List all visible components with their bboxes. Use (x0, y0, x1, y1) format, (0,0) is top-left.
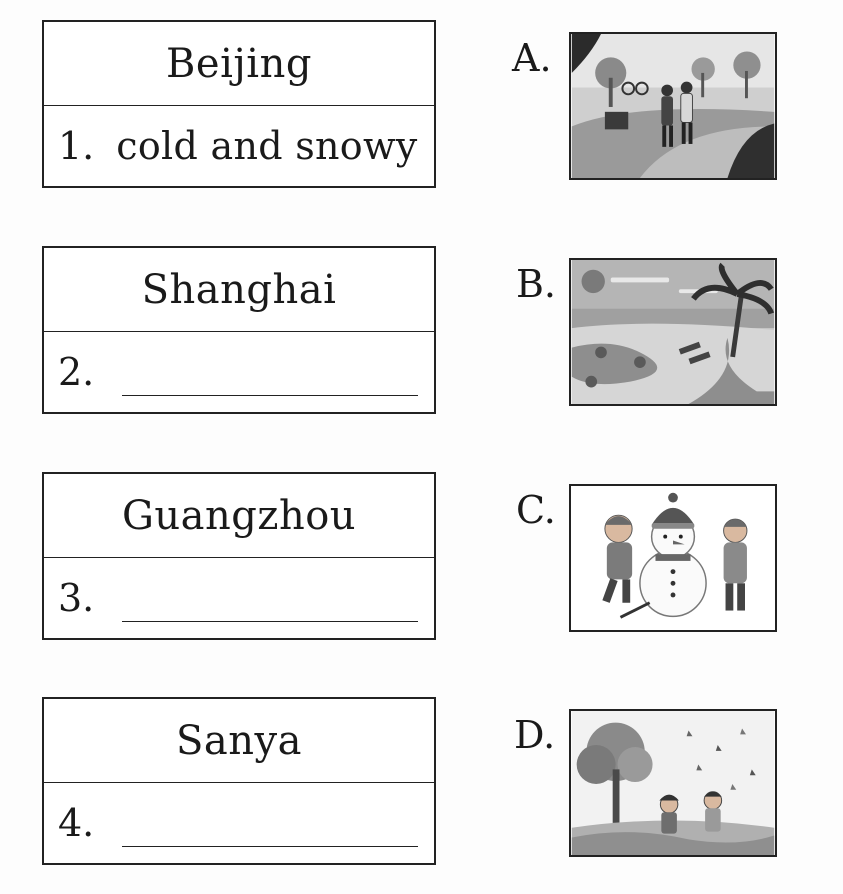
city-box-beijing (42, 20, 436, 188)
city-name: Sanya (44, 699, 434, 783)
city-box-guangzhou (42, 472, 436, 640)
answer-row (44, 783, 434, 863)
answer-row (44, 332, 434, 412)
option-letter-b: B. (516, 262, 557, 306)
answer-blank[interactable] (122, 395, 418, 396)
item-number: 3. (58, 576, 95, 620)
city-name: Beijing (44, 22, 434, 106)
answer-blank[interactable] (122, 621, 418, 622)
city-name: Guangzhou (44, 474, 434, 558)
city-box-sanya (42, 697, 436, 865)
city-box-shanghai (42, 246, 436, 414)
answer-row (44, 558, 434, 638)
option-letter-c: C. (516, 488, 556, 532)
autumn-leaves-picture[interactable] (569, 709, 777, 857)
item-number: 4. (58, 801, 95, 845)
city-name: Shanghai (44, 248, 434, 332)
option-letter-a: A. (512, 36, 552, 80)
item-number: 2. (58, 350, 95, 394)
park-walkers-picture[interactable] (569, 32, 777, 180)
park-scene-svg (571, 34, 775, 178)
autumn-scene-svg (571, 711, 775, 855)
answer-blank[interactable] (122, 846, 418, 847)
answer-row (44, 106, 434, 186)
option-letter-d: D. (514, 713, 556, 757)
snowman-scene-svg (571, 486, 775, 630)
beach-scene-svg (571, 260, 775, 404)
beach-palm-picture[interactable] (569, 258, 777, 406)
item-number: 1. (58, 124, 95, 168)
snowman-picture[interactable] (569, 484, 777, 632)
answer-text: cold and snowy (116, 124, 418, 168)
